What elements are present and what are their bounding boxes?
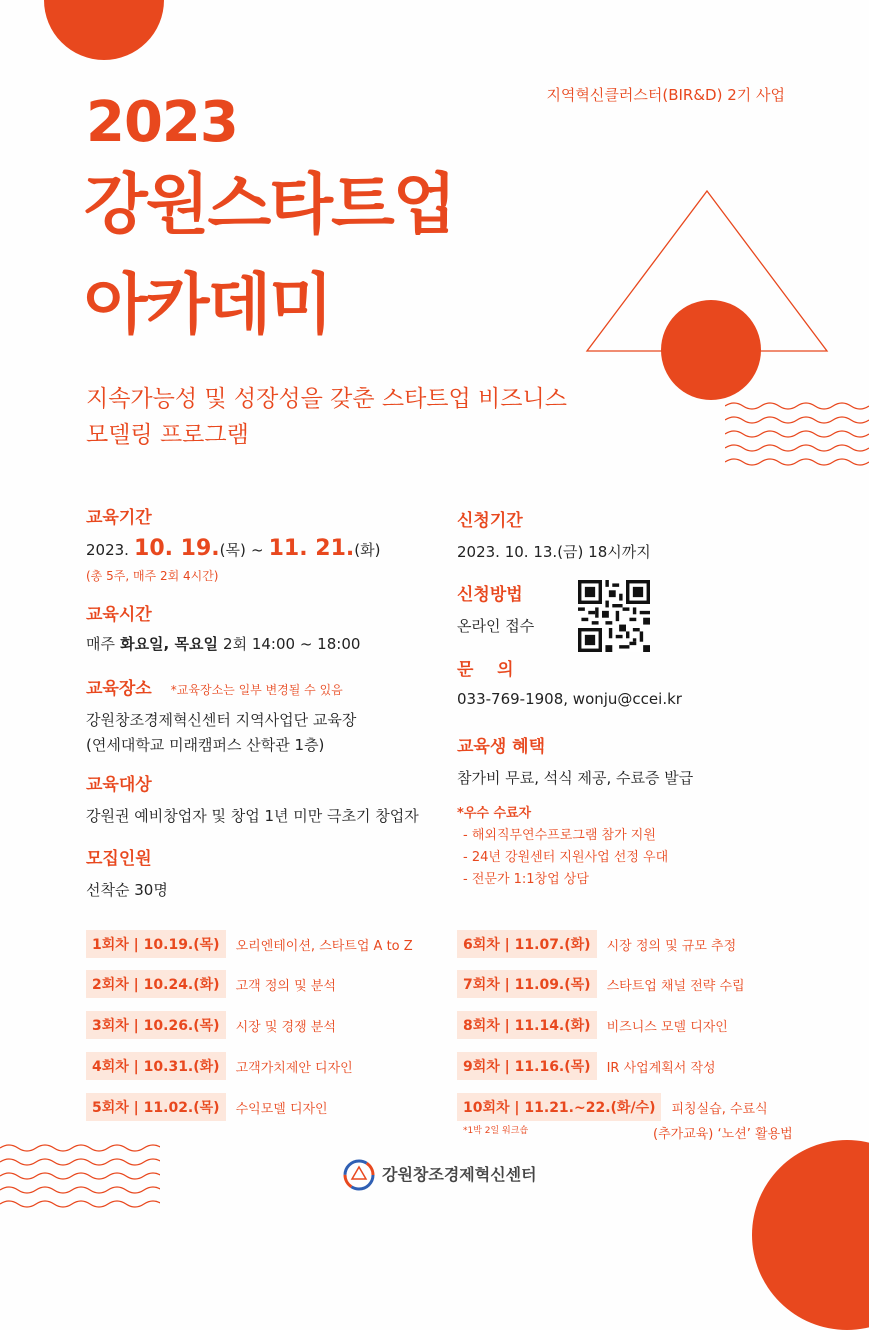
session-topic: 피칭실습, 수료식 (671, 1101, 768, 1117)
recruit-value: 선착순 30명 (86, 881, 168, 899)
place-line2: (연세대학교 미래캠퍼스 산학관 1층) (86, 736, 325, 754)
apply-method-label: 신청방법 (457, 585, 523, 605)
benefit-section (457, 732, 693, 891)
apply-period-label: 신청기간 (457, 511, 523, 531)
session-6 (457, 930, 736, 958)
year-title: 2023 (86, 90, 238, 155)
ccei-logo-icon (342, 1158, 376, 1192)
session-10-extra (457, 1123, 793, 1142)
session-5 (86, 1093, 328, 1121)
benefit-value: 참가비 무료, 석식 제공, 수료증 발급 (457, 769, 694, 787)
period-value (86, 536, 380, 561)
session-pill: 8회차 | 11.14.(화) (457, 1011, 597, 1039)
session-topic: 비즈니스 모델 디자인 (606, 1019, 728, 1035)
session-topic: 시장 정의 및 규모 추정 (606, 938, 737, 954)
decor-triangle (575, 185, 835, 425)
session-4 (86, 1052, 353, 1080)
time-prefix: 매주 (86, 635, 115, 653)
time-detail: 2회 14:00 ~ 18:00 (223, 635, 361, 653)
session-10 (457, 1093, 793, 1142)
target-section (86, 770, 419, 826)
decor-circle-bottom-right (752, 1140, 869, 1330)
excellent-item: - 해외직무연수프로그램 참가 지원 (463, 828, 656, 843)
session-topic: 고객 정의 및 분석 (235, 978, 336, 994)
session-topic: 오리엔테이션, 스타트업 A to Z (235, 938, 413, 954)
apply-period-value: 2023. 10. 13.(금) 18시까지 (457, 543, 651, 561)
time-label: 교육시간 (86, 605, 152, 625)
period-start: 10. 19. (134, 536, 220, 561)
decor-circle-top (44, 0, 164, 60)
main-title-line2: 아카데미 (84, 266, 332, 343)
excellent-list (463, 825, 693, 891)
session-8 (457, 1011, 728, 1039)
subtitle (86, 381, 567, 453)
period-end: 11. 21. (268, 536, 355, 561)
benefit-label: 교육생 혜택 (457, 737, 546, 757)
session-pill: 9회차 | 11.16.(목) (457, 1052, 597, 1080)
subtitle-line1: 지속가능성 및 성장성을 갖춘 스타트업 비즈니스 (86, 386, 567, 412)
session-topic: 시장 및 경쟁 분석 (235, 1019, 336, 1035)
apply-method-value: 온라인 접수 (457, 617, 535, 635)
main-title-line1: 강원스타트업 (84, 166, 455, 243)
qr-code-icon[interactable] (578, 580, 650, 652)
session-7 (457, 970, 745, 998)
excellent-label: *우수 수료자 (457, 806, 532, 821)
place-label: 교육장소 (86, 679, 152, 699)
session-topic: 고객가치제안 디자인 (235, 1060, 353, 1076)
time-days: 화요일, 목요일 (120, 635, 218, 653)
target-value: 강원권 예비창업자 및 창업 1년 미만 극초기 창업자 (86, 807, 419, 825)
program-tag: 지역혁신클러스터(BIR&D) 2기 사업 (546, 86, 785, 104)
session-10-row (457, 1093, 793, 1121)
session-pill: 10회차 | 11.21.~22.(화/수) (457, 1093, 661, 1121)
period-section (86, 503, 380, 584)
excellent-item: - 전문가 1:1창업 상담 (463, 872, 589, 887)
session-pill: 3회차 | 10.26.(목) (86, 1011, 226, 1039)
period-end-day: (화) (354, 541, 381, 559)
place-header (86, 674, 356, 699)
session-pill: 7회차 | 11.09.(목) (457, 970, 597, 998)
session-pill: 6회차 | 11.07.(화) (457, 930, 597, 958)
session-pill: 5회차 | 11.02.(목) (86, 1093, 226, 1121)
session-pill: 4회차 | 10.31.(화) (86, 1052, 226, 1080)
subtitle-line2: 모델링 프로그램 (86, 422, 249, 448)
session-1 (86, 930, 413, 958)
contact-value: 033-769-1908, wonju@ccei.kr (457, 690, 682, 708)
session-topic: 수익모델 디자인 (235, 1101, 328, 1117)
session-pill: 2회차 | 10.24.(화) (86, 970, 226, 998)
session-9 (457, 1052, 716, 1080)
time-value (86, 633, 360, 654)
apply-method-section (457, 580, 534, 636)
recruit-label: 모집인원 (86, 849, 152, 869)
period-label: 교육기간 (86, 508, 152, 528)
session-note: *1박 2일 워크숍 (463, 1126, 529, 1136)
session-topic-2: (추가교육) ‘노션’ 활용법 (653, 1127, 793, 1142)
target-label: 교육대상 (86, 775, 152, 795)
place-line1: 강원창조경제혁신센터 지역사업단 교육장 (86, 711, 357, 729)
period-note: (총 5주, 매주 2회 4시간) (86, 569, 219, 583)
place-note: *교육장소는 일부 변경될 수 있음 (170, 683, 343, 697)
period-prefix: 2023. (86, 541, 129, 559)
time-section (86, 600, 360, 654)
period-sep: ~ (250, 541, 264, 559)
session-3 (86, 1011, 336, 1039)
place-section (86, 674, 356, 755)
contact-label: 문 의 (457, 660, 514, 680)
footer-org-name: 강원창조경제혁신센터 (382, 1165, 537, 1184)
contact-section (457, 655, 682, 708)
decor-waves-left (0, 1140, 160, 1220)
session-2 (86, 970, 336, 998)
session-pill: 1회차 | 10.19.(목) (86, 930, 226, 958)
apply-period-section (457, 506, 651, 562)
session-topic: 스타트업 채널 전략 수립 (606, 978, 745, 994)
decor-waves-right (725, 400, 869, 480)
excellent-item: - 24년 강원센터 지원사업 선정 우대 (463, 850, 669, 865)
period-start-day: (목) (219, 541, 246, 559)
session-topic: IR 사업계획서 작성 (606, 1060, 716, 1076)
recruit-section (86, 844, 168, 900)
